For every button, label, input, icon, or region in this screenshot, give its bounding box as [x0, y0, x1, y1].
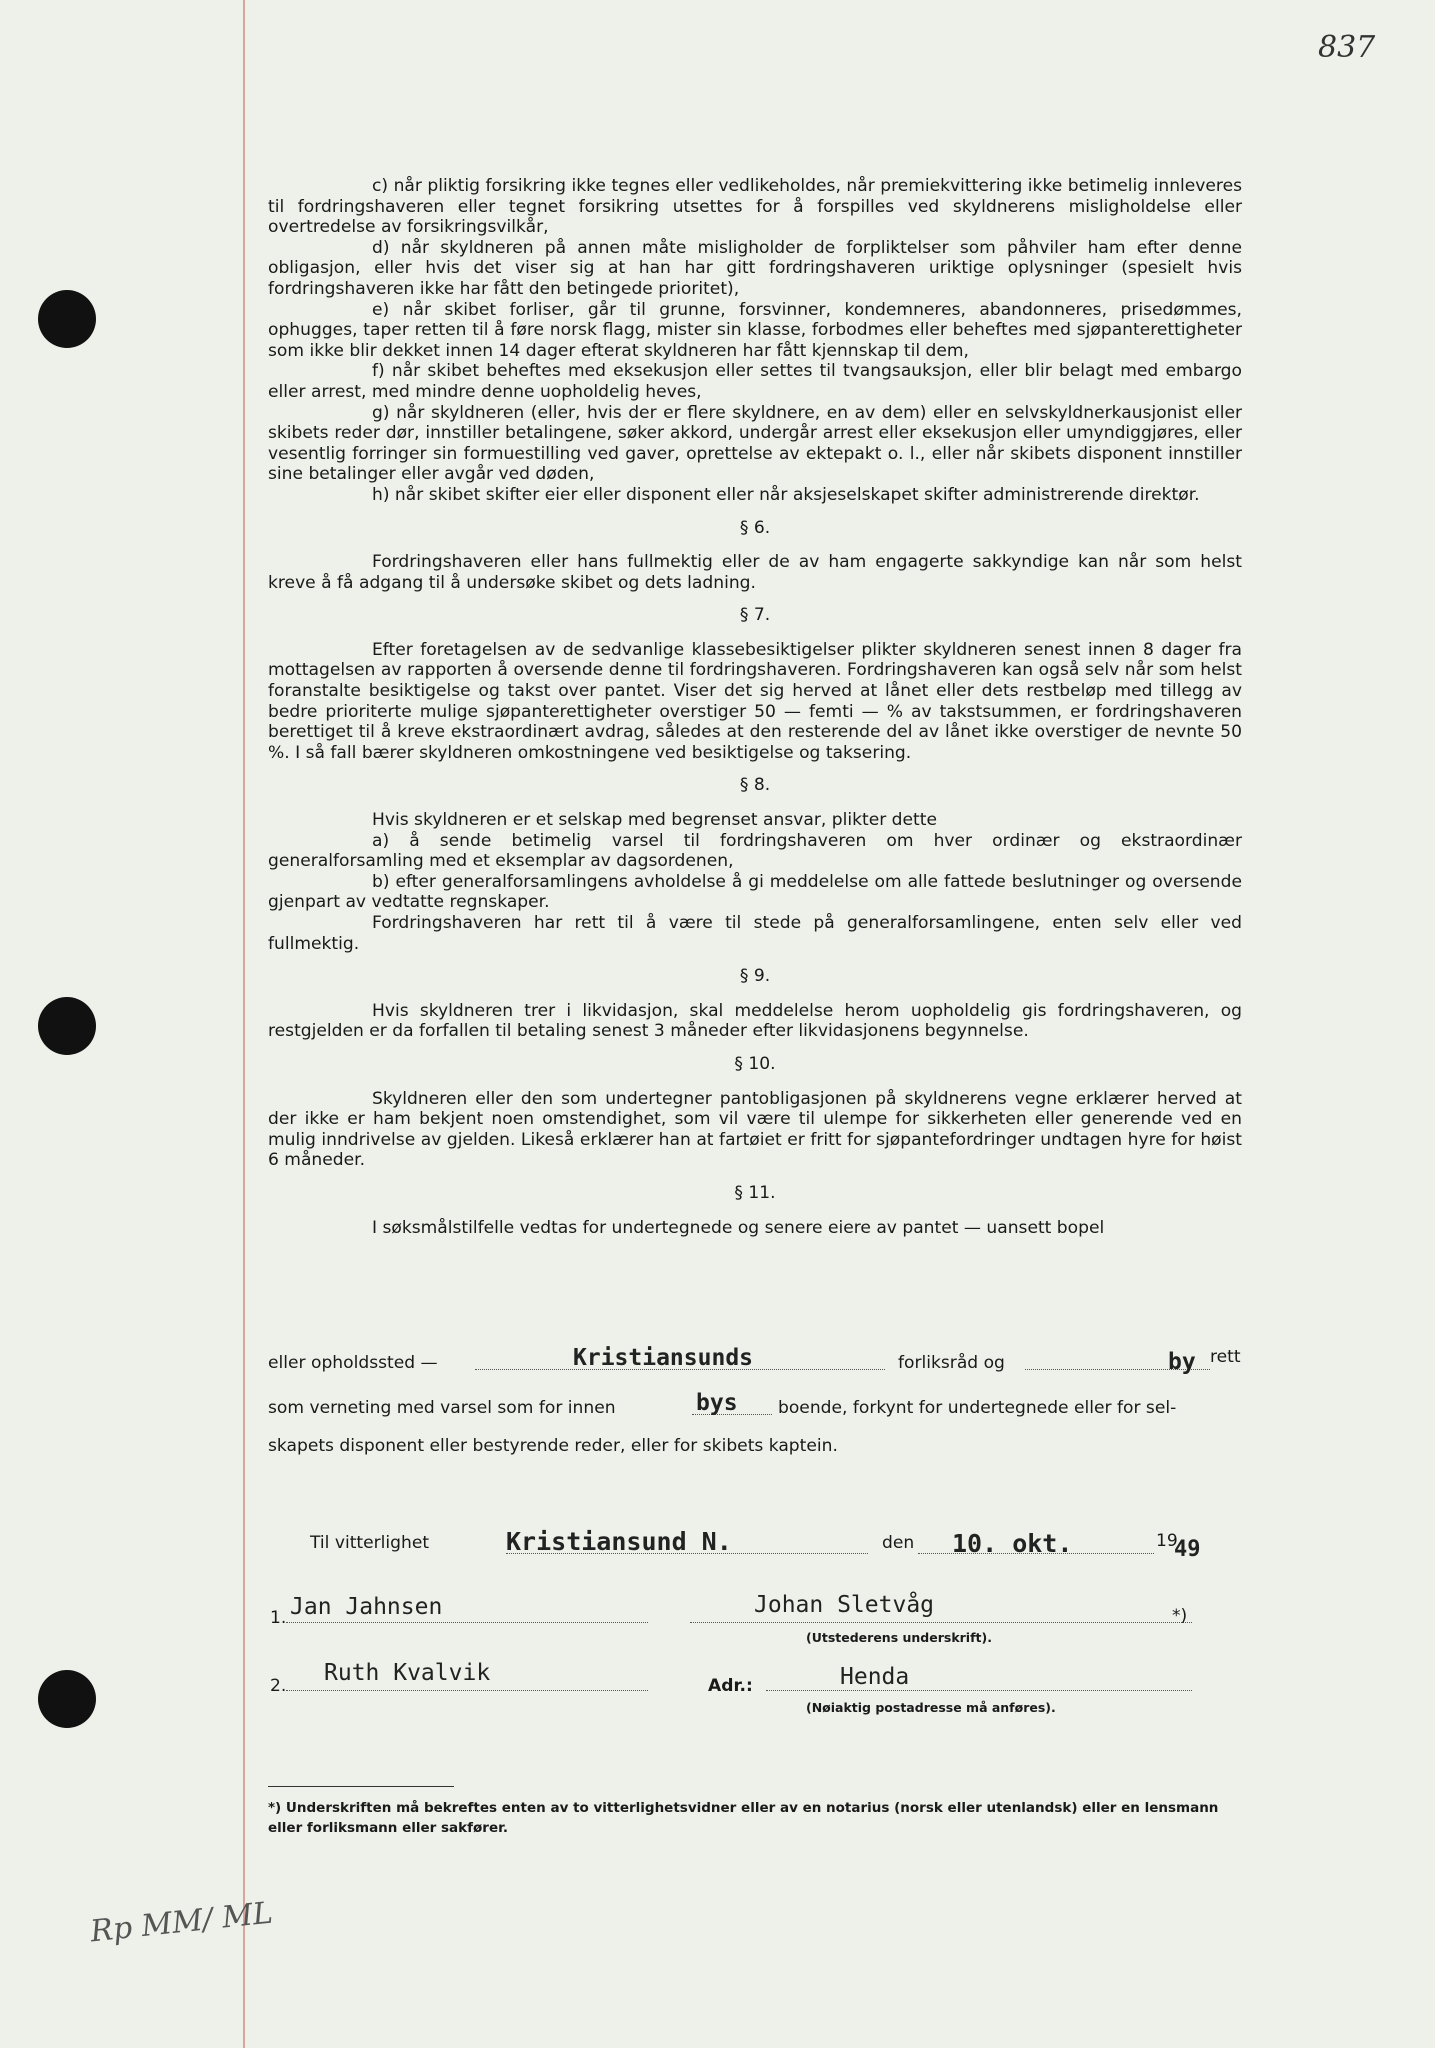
- witness1-name: Jan Jahnsen: [290, 1594, 443, 1620]
- issuer-name: Johan Sletvåg: [754, 1592, 935, 1618]
- issuer-caption: (Utstederens underskrift).: [806, 1630, 992, 1645]
- venue-suffix: rett: [1210, 1347, 1241, 1367]
- paragraph: a) å sende betimelig varsel til fordringshaveren om hver ordinær og ekstraordinær generalforsamling med et eksemplar av dagsordenen,: [268, 830, 1242, 872]
- section-heading: § 10.: [734, 1053, 776, 1074]
- paragraph: g) når skyldneren (eller, hvis der er flere skyldnere, en av dem) eller en selvskyldnerkausjonist eller skibets reder dør, innstiller betalingene, søker akkord, undergår arrest eller eksekusjon eller umyndiggjøres, eller vesentlig forringer sin formuestilling ved gaver, oprettelse av ektepakt o. l., eller når skibets disponent innstiller sine betalinger eller avgår ved døden,: [268, 402, 1242, 485]
- witness-label: Til vitterlighet: [310, 1533, 430, 1553]
- year-suffix: 49: [1174, 1537, 1201, 1562]
- paragraph: c) når pliktig forsikring ikke tegnes eller vedlikeholdes, når premiekvittering ikke betimelig innleveres til fordringshaveren eller tegnet forsikring utsettes for å forspilles ved skyldnerens misligholdelse eller overtredelse av forsikringsvilkår,: [268, 176, 1242, 238]
- witness2-number: 2.: [270, 1676, 287, 1696]
- place-value: Kristiansund N.: [506, 1527, 732, 1556]
- den-label: den: [882, 1533, 915, 1553]
- paragraph: Hvis skyldneren er et selskap med begrenset ansvar, plikter dette: [372, 810, 937, 831]
- date-value: 10. okt.: [952, 1529, 1073, 1558]
- paragraph: Skyldneren eller den som undertegner pantobligasjonen på skyldnerens vegne erklærer herved at der ikke er ham bekjent noen omstendighet, som vil være til ulempe for sikkerheten eller generende ved en mulig inndrivelse av gjelden. Likeså erklærer han at fartøiet er fritt for sjøpantefordringer undtagen hyre for høist 6 måneder.: [268, 1088, 1242, 1171]
- punch-hole: [38, 997, 96, 1055]
- document-body: [268, 176, 1242, 1238]
- section-heading: § 9.: [739, 966, 771, 987]
- address-caption: (Nøiaktig postadresse må anføres).: [806, 1700, 1056, 1715]
- issuer-mark: *): [1172, 1606, 1188, 1626]
- witness2-name: Ruth Kvalvik: [324, 1660, 491, 1686]
- paragraph: I søksmålstilfelle vedtas for undertegnede og senere eiere av pantet — uansett bopel: [372, 1217, 1105, 1238]
- footnote-rule: [268, 1786, 454, 1787]
- paragraph: h) når skibet skifter eier eller disponent eller når aksjeselskapet skifter administrerende direktør.: [372, 484, 1200, 505]
- section-heading: § 6.: [739, 517, 771, 538]
- address-line: [766, 1690, 1192, 1691]
- venue-line-3: [268, 1436, 1242, 1462]
- year-prefix: 19: [1156, 1531, 1178, 1551]
- venue-prefix: eller opholdssted —: [268, 1353, 438, 1373]
- witness1-number: 1.: [270, 1608, 287, 1628]
- venue-line3: skapets disponent eller bestyrende reder, eller for skibets kaptein.: [268, 1436, 838, 1456]
- paragraph: b) efter generalforsamlingens avholdelse å gi meddelelse om alle fattede beslutninger og oversende gjenpart av vedtatte regnskaper.: [268, 871, 1242, 913]
- witness1-line: [286, 1622, 648, 1623]
- venue-value: Kristiansunds: [573, 1345, 754, 1371]
- punch-hole: [38, 1670, 96, 1728]
- signature-row-1: [268, 1592, 1242, 1662]
- section-heading: § 7.: [739, 605, 771, 626]
- paragraph: Hvis skyldneren trer i likvidasjon, skal meddelelse herom uopholdelig gis fordringshaveren, og restgjelden er da forfallen til betaling senest 3 måneder efter likvidasjonens begynnelse.: [268, 1000, 1242, 1042]
- punch-hole: [38, 290, 96, 348]
- paragraph: e) når skibet forliser, går til grunne, forsvinner, kondemneres, abandonneres, prisedømmes, ophugges, taper retten til å føre norsk flagg, mister sin klasse, forbodmes eller beheftes med sjøpanterettigheter som ikke blir dekket innen 14 dager efterat skyldneren har fått kjennskap til dem,: [268, 299, 1242, 361]
- paragraph: f) når skibet beheftes med eksekusjon eller settes til tvangsauksjon, eller blir belagt med embargo eller arrest, med mindre denne uopholdelig heves,: [268, 361, 1242, 402]
- issuer-line: [690, 1622, 1192, 1623]
- witness2-line: [286, 1690, 648, 1691]
- handwritten-note: Rp MM/ ML: [88, 1895, 275, 1950]
- venue-line-1: [268, 1345, 1242, 1375]
- page-number: 837: [1318, 30, 1376, 65]
- venue-line-2: [268, 1390, 1242, 1420]
- paragraph: Efter foretagelsen av de sedvanlige klassebesiktigelser plikter skyldneren senest innen 8 dager fra mottagelsen av rapporten å oversende denne til fordringshaveren. Fordringshaveren kan også selv når som helst foranstalte besiktigelse og takst over pantet. Viser det sig herved at lånet eller dets restbeløp med tillegg av bedre prioriterte mulige sjøpanterettigheter overstiger 50 — femti — % av takstsummen, er fordringshaveren berettiget til å kreve ekstraordinært avdrag, således at den resterende del av lånet ikke overstiger de nevnte 50 %. I så fall bærer skyldneren omkostningene ved besiktigelse og taksering.: [268, 639, 1242, 763]
- witness-date-row: [268, 1525, 1242, 1565]
- venue-by-value: by: [1168, 1349, 1196, 1375]
- signature-row-2: [268, 1660, 1242, 1730]
- footnote: *) Underskriften må bekreftes enten av to vitterlighetsvidner eller av en notarius (norsk eller utenlandsk) eller en lensmann eller forliksmann eller sakfører.: [268, 1800, 1219, 1836]
- venue-mid: forliksråd og: [898, 1353, 1005, 1373]
- address-label: Adr.:: [708, 1676, 753, 1696]
- section-heading: § 11.: [734, 1182, 776, 1203]
- paragraph: Fordringshaveren har rett til å være til stede på generalforsamlingene, enten selv eller ved fullmektig.: [268, 913, 1242, 954]
- paragraph: d) når skyldneren på annen måte misligholder de forpliktelser som påhviler ham efter denne obligasjon, eller hvis det viser sig at han har gitt fordringshaveren uriktige oplysninger (spesielt hvis fordringshaveren ikke har fått den betingede prioritet),: [268, 237, 1242, 299]
- paragraph: Fordringshaveren eller hans fullmektig eller de av ham engagerte sakkyndige kan når som helst kreve å få adgang til å undersøke skibet og dets ladning.: [268, 552, 1242, 593]
- venue-line2-suffix: boende, forkynt for undertegnede eller for sel-: [778, 1398, 1177, 1418]
- address-value: Henda: [840, 1664, 910, 1690]
- margin-line: [243, 0, 245, 2048]
- venue-line2-value: bys: [696, 1390, 738, 1416]
- section-heading: § 8.: [739, 775, 771, 796]
- venue-line2-prefix: som verneting med varsel som for innen: [268, 1398, 616, 1418]
